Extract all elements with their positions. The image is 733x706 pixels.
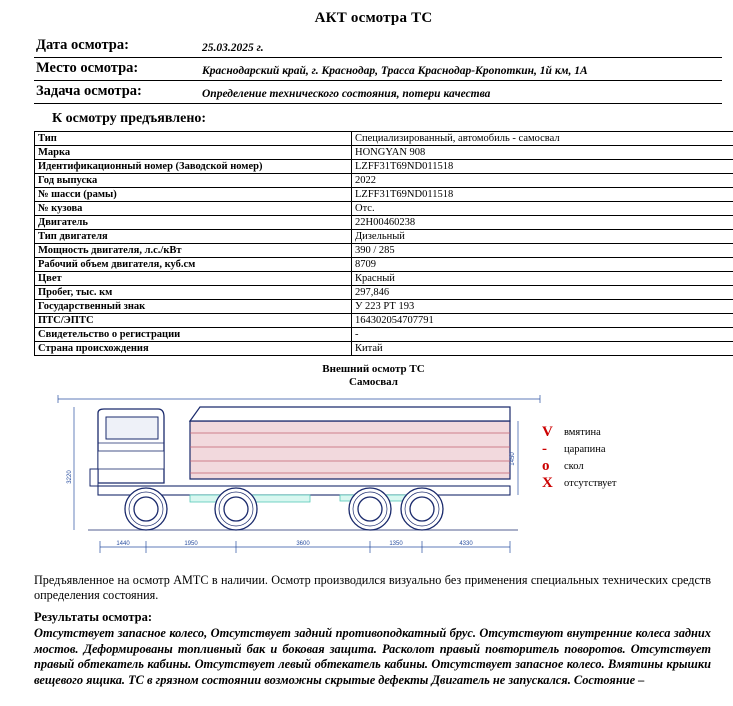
- spec-key: Страна происхождения: [35, 342, 352, 356]
- table-row: [35, 328, 733, 342]
- height-dimension-label: 3220: [67, 470, 73, 484]
- truck-diagram: [30, 391, 717, 569]
- spec-key: Год выпуска: [35, 174, 352, 188]
- spec-value: 390 / 285: [352, 244, 733, 258]
- exterior-inspection-title: [30, 363, 717, 389]
- header-fields-table: [34, 35, 722, 104]
- spec-key: Тип: [35, 132, 352, 146]
- spec-key: Идентификационный номер (Заводской номер): [35, 160, 352, 174]
- spec-key: Свидетельство о регистрации: [35, 328, 352, 342]
- table-row: [35, 188, 733, 202]
- legend-item: [542, 424, 617, 441]
- vehicle-spec-table: [34, 131, 733, 356]
- spec-value: Специализированный, автомобиль - самосвал: [352, 132, 733, 146]
- spec-value: 164302054707791: [352, 314, 733, 328]
- spec-value: 2022: [352, 174, 733, 188]
- table-row: [35, 174, 733, 188]
- dimension-label-1: 1440: [116, 541, 130, 547]
- spec-key: ПТС/ЭПТС: [35, 314, 352, 328]
- chip-marker-icon: o: [542, 458, 550, 474]
- table-row: [35, 286, 733, 300]
- page-title: АКТ осмотра ТС: [314, 10, 433, 26]
- inspection-place-value: Краснодарский край, г. Краснодар, Трасса Краснодар-Кропоткин, 1й км, 1А: [180, 58, 722, 81]
- spec-key: Двигатель: [35, 216, 352, 230]
- legend-label: вмятина: [564, 427, 601, 438]
- spec-key: № шасси (рамы): [35, 188, 352, 202]
- dimension-label-4: 1350: [389, 541, 403, 547]
- inspection-task-value: Определение технического состояния, потери качества: [180, 81, 722, 104]
- spec-value: Отс.: [352, 202, 733, 216]
- results-body: Отсутствует запасное колесо, Отсутствует задний противоподкатный брус. Отсутствуют внутренние колеса задних мостов. Деформированы топливный бак и боковая защита. Расколот правый повторитель поворотов. Отсутствует правый обтекатель кабины. Отсутствует левый обтекатель кабины. Отсутствует запасное колесо. Вмятины крышки вещевого ящика. ТС в грязном состоянии возможны скрытые дефекты Двигатель не запускался. Состояние –: [34, 626, 711, 687]
- legend-label: отсутствует: [564, 478, 617, 489]
- results-title: Результаты осмотра:: [34, 610, 152, 624]
- spec-key: Пробег, тыс. км: [35, 286, 352, 300]
- damage-legend: [542, 424, 617, 492]
- spec-key: Марка: [35, 146, 352, 160]
- legend-item: [542, 441, 617, 458]
- presented-section-title: К осмотру предъявлено:: [52, 111, 207, 126]
- table-row: [35, 272, 733, 286]
- spec-value: Красный: [352, 272, 733, 286]
- spec-key: Государственный знак: [35, 300, 352, 314]
- truck-side-view-svg: [40, 391, 560, 569]
- table-row: [35, 314, 733, 328]
- spec-key: Цвет: [35, 272, 352, 286]
- table-row: [34, 58, 722, 81]
- table-row: [35, 202, 733, 216]
- table-row: [35, 258, 733, 272]
- rear-dimension-label: 1450: [510, 452, 516, 466]
- table-row: [34, 35, 722, 58]
- legend-item: [542, 475, 617, 492]
- spec-value: 22Н00460238: [352, 216, 733, 230]
- table-row: [35, 230, 733, 244]
- table-row: [35, 160, 733, 174]
- dimension-label-5: 4330: [459, 541, 473, 547]
- exterior-title-line1: Внешний осмотр ТС: [322, 363, 425, 375]
- spec-value: Дизельный: [352, 230, 733, 244]
- spec-value: Китай: [352, 342, 733, 356]
- dimension-label-3: 3600: [296, 541, 310, 547]
- spec-value: У 223 РТ 193: [352, 300, 733, 314]
- legend-label: скол: [564, 461, 584, 472]
- legend-label: царапина: [564, 444, 606, 455]
- table-row: [35, 244, 733, 258]
- exterior-title-line2: Самосвал: [349, 376, 398, 388]
- legend-item: [542, 458, 617, 475]
- spec-key: Мощность двигателя, л.с./кВт: [35, 244, 352, 258]
- inspection-task-label: Задача осмотра:: [34, 81, 180, 104]
- table-row: [34, 81, 722, 104]
- table-row: [35, 146, 733, 160]
- spec-value: -: [352, 328, 733, 342]
- spec-value: LZFF31T69ND011518: [352, 188, 733, 202]
- table-row: [35, 342, 733, 356]
- inspection-date-label: Дата осмотра:: [34, 35, 180, 58]
- table-row: [35, 300, 733, 314]
- table-row: [35, 216, 733, 230]
- spec-key: Тип двигателя: [35, 230, 352, 244]
- inspection-date-value: 25.03.2025 г.: [180, 35, 722, 58]
- inspection-place-label: Место осмотра:: [34, 58, 180, 81]
- missing-marker-icon: X: [542, 475, 553, 491]
- dent-marker-icon: V: [542, 424, 553, 440]
- inspection-paragraph: Предъявленное на осмотр АМТС в наличии. Осмотр производился визуально без применения специальных технических средств определения состояния.: [34, 573, 711, 602]
- spec-key: № кузова: [35, 202, 352, 216]
- spec-value: HONGYAN 908: [352, 146, 733, 160]
- spec-value: 8709: [352, 258, 733, 272]
- spec-value: 297,846: [352, 286, 733, 300]
- spec-value: LZFF31T69ND011518: [352, 160, 733, 174]
- spec-key: Рабочий объем двигателя, куб.см: [35, 258, 352, 272]
- dimension-label-2: 1950: [184, 541, 198, 547]
- scratch-marker-icon: -: [542, 441, 547, 457]
- table-row: [35, 132, 733, 146]
